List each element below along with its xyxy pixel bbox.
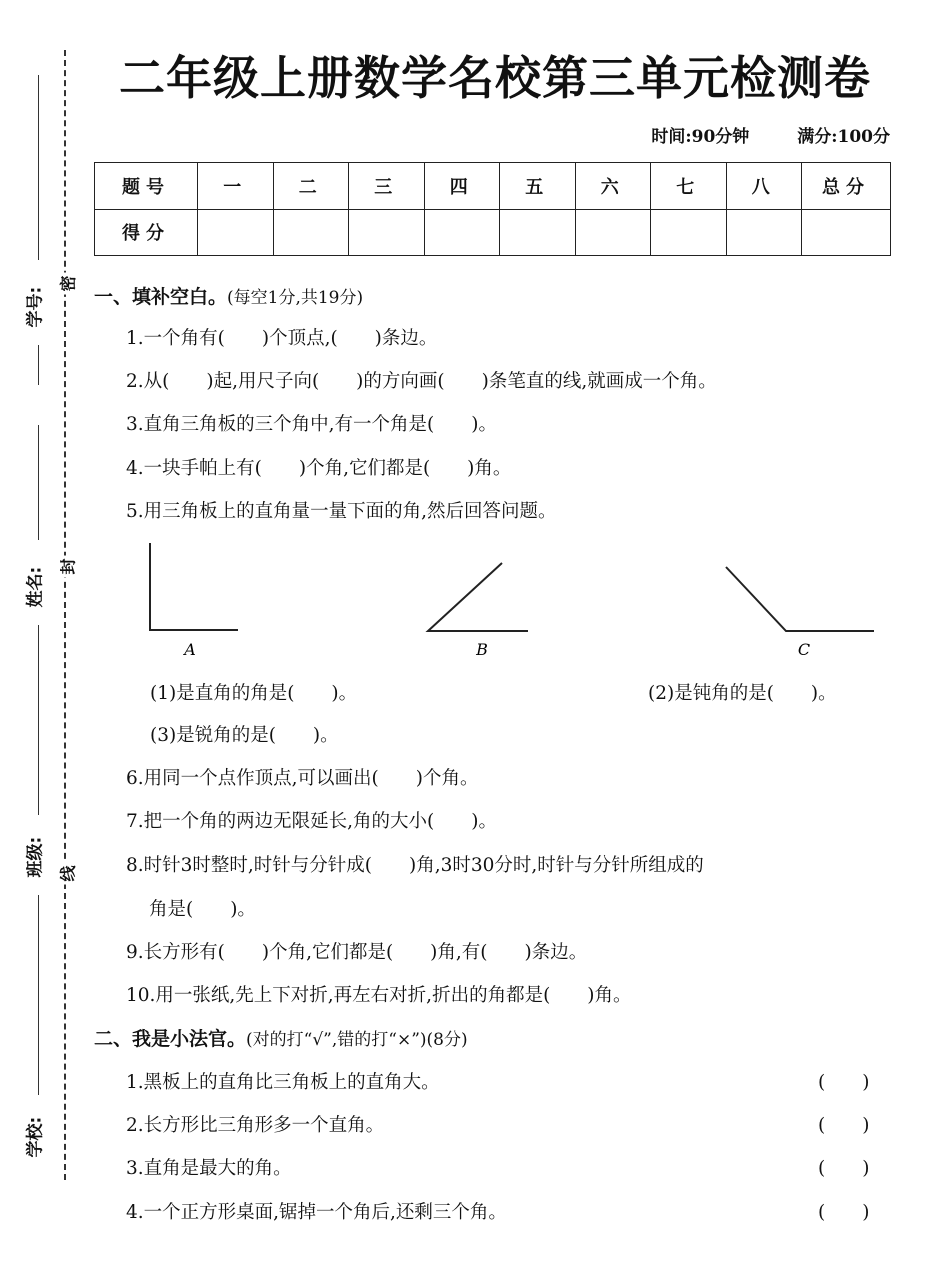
exam-full-score: 满分:100分 xyxy=(797,127,890,147)
sub-question: (2)是钝角的是( )。 xyxy=(648,683,837,704)
sub-question: (3)是锐角的是( )。 xyxy=(150,725,339,746)
score-header-cell: 总分 xyxy=(802,163,891,210)
score-header-cell: 二 xyxy=(273,163,349,210)
section2-note: (对的打“√”,错的打“×”)(8分) xyxy=(246,1030,468,1050)
judgment-question: 1.黑板上的直角比三角板上的直角大。 xyxy=(126,1072,440,1093)
exam-time: 时间:90分钟 xyxy=(651,127,750,147)
score-cell[interactable] xyxy=(198,209,274,256)
score-cell[interactable] xyxy=(651,209,727,256)
score-cell[interactable] xyxy=(349,209,425,256)
name-write-line-lower xyxy=(38,625,39,785)
answer-blank[interactable]: ( ) xyxy=(818,1115,870,1136)
score-cell[interactable] xyxy=(424,209,500,256)
binding-margin xyxy=(0,0,80,1267)
figure-label-c: C xyxy=(797,640,811,659)
score-header-cell: 八 xyxy=(726,163,802,210)
angle-figures xyxy=(140,535,880,660)
sub-question: (1)是直角的角是( )。 xyxy=(150,683,358,704)
question: 7.把一个角的两边无限延长,角的大小( )。 xyxy=(126,811,497,832)
question: 5.用三角板上的直角量一量下面的角,然后回答问题。 xyxy=(126,501,557,522)
judgment-question: 4.一个正方形桌面,锯掉一个角后,还剩三个角。 xyxy=(126,1202,507,1223)
figure-label-b: B xyxy=(476,640,488,659)
score-table xyxy=(94,162,891,256)
angle-b-acute xyxy=(428,563,528,631)
score-cell[interactable] xyxy=(802,209,891,256)
score-header-cell: 五 xyxy=(500,163,576,210)
angle-c-obtuse xyxy=(726,567,874,631)
name-label: 姓名: xyxy=(25,566,46,608)
score-row-label: 得分 xyxy=(95,209,198,256)
section1-heading xyxy=(94,282,363,309)
student-id-write-line-lower xyxy=(38,345,39,385)
angle-a-right xyxy=(150,543,238,630)
student-id-label: 学号: xyxy=(25,286,46,328)
score-cell[interactable] xyxy=(575,209,651,256)
class-write-line-lower xyxy=(38,895,39,1095)
exam-meta xyxy=(613,122,890,147)
seal-char-xian: 线 xyxy=(56,863,79,885)
question: 9.长方形有( )个角,它们都是( )角,有( )条边。 xyxy=(126,942,588,963)
student-id-write-line xyxy=(38,75,39,260)
answer-blank[interactable]: ( ) xyxy=(818,1158,870,1179)
score-header-cell: 四 xyxy=(424,163,500,210)
seal-dashed-line xyxy=(64,50,66,1180)
score-table-header-row xyxy=(95,163,891,210)
score-header-cell: 六 xyxy=(575,163,651,210)
question: 8.时针3时整时,时针与分针成( )角,3时30分时,时针与分针所组成的 xyxy=(126,855,704,876)
score-cell[interactable] xyxy=(273,209,349,256)
judgment-question: 3.直角是最大的角。 xyxy=(126,1158,292,1179)
section1-title: 一、填补空白。 xyxy=(94,286,228,308)
figure-label-a: A xyxy=(184,640,196,659)
school-label: 学校: xyxy=(25,1116,46,1158)
name-write-line xyxy=(38,425,39,540)
answer-blank[interactable]: ( ) xyxy=(818,1202,870,1223)
section2-title: 二、我是小法官。 xyxy=(94,1028,247,1050)
section2-heading xyxy=(94,1024,468,1051)
seal-char-feng: 封 xyxy=(56,556,79,578)
score-header-cell: 七 xyxy=(651,163,727,210)
class-write-line xyxy=(38,785,39,815)
score-header-cell: 三 xyxy=(349,163,425,210)
question: 6.用同一个点作顶点,可以画出( )个角。 xyxy=(126,768,479,789)
question: 1.一个角有( )个顶点,( )条边。 xyxy=(126,328,438,349)
score-table-score-row xyxy=(95,209,891,256)
section1-note: (每空1分,共19分) xyxy=(227,288,364,308)
class-label: 班级: xyxy=(25,836,46,878)
score-cell[interactable] xyxy=(726,209,802,256)
question: 角是( )。 xyxy=(149,899,256,920)
question: 3.直角三角板的三个角中,有一个角是( )。 xyxy=(126,414,497,435)
score-cell[interactable] xyxy=(500,209,576,256)
seal-char-mi: 密 xyxy=(56,273,79,295)
question: 2.从( )起,用尺子向( )的方向画( )条笔直的线,就画成一个角。 xyxy=(126,371,717,392)
score-header-cell: 题号 xyxy=(95,163,198,210)
answer-blank[interactable]: ( ) xyxy=(818,1072,870,1093)
question: 10.用一张纸,先上下对折,再左右对折,折出的角都是( )角。 xyxy=(126,985,632,1006)
page-title: 二年级上册数学名校第三单元检测卷 xyxy=(119,51,871,105)
score-header-cell: 一 xyxy=(198,163,274,210)
judgment-question: 2.长方形比三角形多一个直角。 xyxy=(126,1115,385,1136)
question: 4.一块手帕上有( )个角,它们都是( )角。 xyxy=(126,458,512,479)
